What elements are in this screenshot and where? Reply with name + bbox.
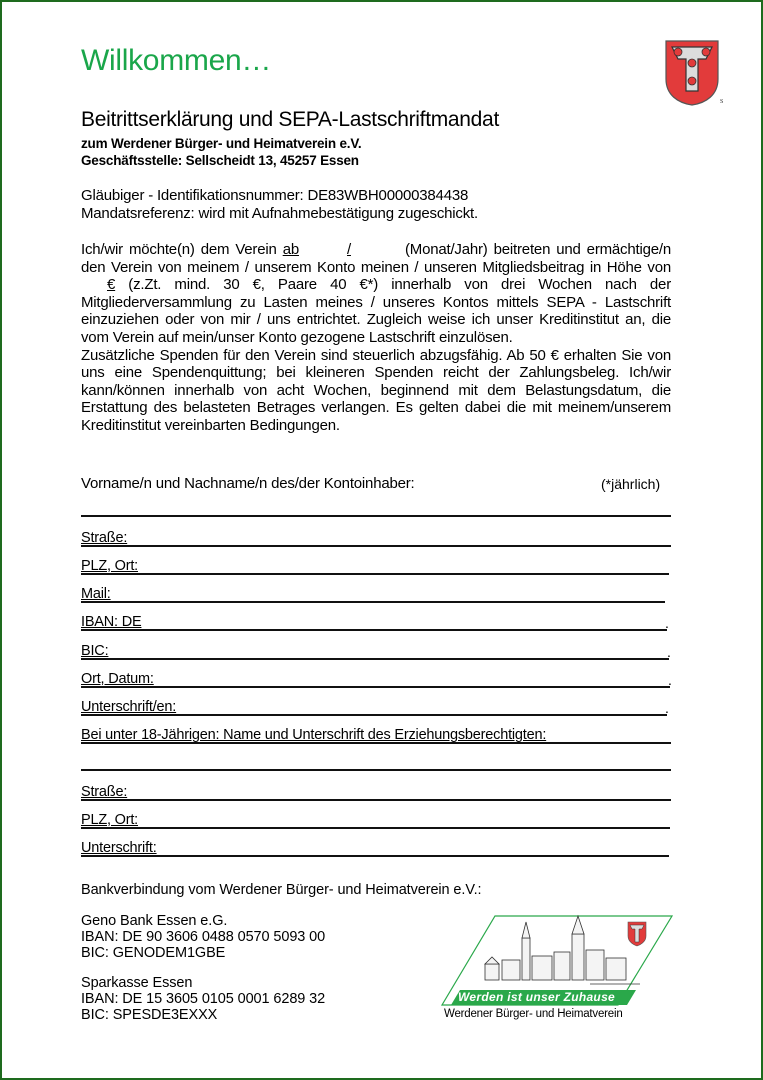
bic-input-line[interactable]: [81, 658, 669, 660]
mandate-paragraph: Ich/wir möchte(n) dem Verein ab / (Monat/Jahr) beitreten und ermächtige/n den Verein von meinem / unserem Konto meinen / unseren Mitgliedsbeitrag in Höhe von€ (z.Zt. mind. 30 €, Paare 40 €*) innerhalb von drei Wochen nach der Mitgliederversammlung zu Lasten meines / unseres Kontos mittels SEPA - Lastschrift einzuziehen oder von mir / uns entrichtet. Zugleich weise ich unser Kreditinstitut an, die vom Verein auf mein/unser Konto gezogene Lastschrift einzulösen.: [81, 241, 671, 346]
bank-intro: Bankverbindung vom Werdener Bürger- und Heimatverein e.V.:: [81, 882, 482, 898]
bank-name: Geno Bank Essen e.G.: [81, 913, 228, 929]
guardian-postcode-city-field[interactable]: PLZ, Ort:: [81, 812, 139, 828]
bank-iban: IBAN: DE 90 3606 0488 0570 5093 00: [81, 929, 326, 945]
guardian-signature-input-line[interactable]: [81, 855, 669, 857]
guardian-street-field[interactable]: Straße:: [81, 784, 128, 800]
mandate-text: [81, 241, 671, 435]
guardian-input-line[interactable]: [81, 742, 671, 744]
bank-name: Sparkasse Essen: [81, 975, 193, 991]
bank-bic: BIC: GENODEM1GBE: [81, 945, 226, 961]
line-end-dot: .: [665, 700, 669, 716]
bank-account-sparkasse: [81, 975, 325, 1023]
svg-text:S: S: [720, 99, 724, 105]
logo-caption: Werdener Bürger- und Heimatverein: [444, 1008, 623, 1020]
iban-input-line[interactable]: [81, 629, 667, 631]
form-heading: Beitrittserklärung und SEPA-Lastschriftmandat: [81, 108, 499, 131]
guardian-name-input-line[interactable]: [81, 769, 671, 771]
guardian-street-input-line[interactable]: [81, 799, 671, 801]
amount-blank[interactable]: €: [107, 276, 116, 294]
page-title: Willkommen…: [81, 44, 272, 77]
office-address: Geschäftsstelle: Sellscheidt 13, 45257 Essen: [81, 153, 359, 168]
guardian-postcode-city-input-line[interactable]: [81, 827, 670, 829]
bank-iban: IBAN: DE 15 3605 0105 0001 6289 32: [81, 991, 326, 1007]
signature-field[interactable]: Unterschrift/en:: [81, 699, 177, 715]
signature-input-line[interactable]: [81, 714, 667, 716]
postcode-city-input-line[interactable]: [81, 573, 669, 575]
creditor-id: Gläubiger - Identifikationsnummer: DE83WBH00000384438: [81, 187, 469, 204]
mail-input-line[interactable]: [81, 601, 665, 603]
donation-paragraph: Zusätzliche Spenden für den Verein sind steuerlich abzugsfähig. Ab 50 € erhalten Sie von uns eine Spendenquittung; bei kleineren Spenden reicht der Zahlungsbeleg. Ich/wir kann/können innerhalb von acht Wochen, beginnend mit dem Belastungsdatum, die Erstattung des belasteten Betrages verlangen. Es gelten dabei die mit meinem/unserem Kreditinstitut vereinbarten Bedingungen.: [81, 346, 671, 434]
street-input-line[interactable]: [81, 545, 671, 547]
mail-field[interactable]: Mail:: [81, 586, 111, 602]
association-name: zum Werdener Bürger- und Heimatverein e.V.: [81, 136, 362, 151]
coat-of-arms-icon: [662, 37, 726, 107]
street-field[interactable]: Straße:: [81, 530, 128, 546]
bank-bic: BIC: SPESDE3EXXX: [81, 1007, 218, 1023]
place-date-input-line[interactable]: [81, 686, 670, 688]
line-end-dot: .: [668, 672, 672, 688]
start-date-blank[interactable]: ab /: [282, 241, 351, 258]
guardian-signature-field[interactable]: Unterschrift:: [81, 840, 157, 856]
guardian-field[interactable]: Bei unter 18-Jährigen: Name und Unterschrift des Erziehungsberechtigten:: [81, 727, 547, 743]
iban-field[interactable]: IBAN: DE: [81, 614, 142, 630]
account-holder-input-line[interactable]: [81, 515, 671, 517]
bank-account-geno: [81, 913, 325, 961]
yearly-note: (*jährlich): [601, 476, 661, 492]
creditor-info: [81, 187, 478, 223]
bic-field[interactable]: BIC:: [81, 643, 109, 659]
place-date-field[interactable]: Ort, Datum:: [81, 671, 154, 687]
line-end-dot: .: [665, 615, 669, 631]
account-holder-label: Vorname/n und Nachname/n des/der Kontoinhaber:: [81, 475, 415, 492]
logo-slogan: Werden ist unser Zuhause: [458, 990, 616, 1004]
line-end-dot: .: [667, 644, 671, 660]
mandate-reference: Mandatsreferenz: wird mit Aufnahmebestätigung zugeschickt.: [81, 205, 478, 222]
postcode-city-field[interactable]: PLZ, Ort:: [81, 558, 139, 574]
